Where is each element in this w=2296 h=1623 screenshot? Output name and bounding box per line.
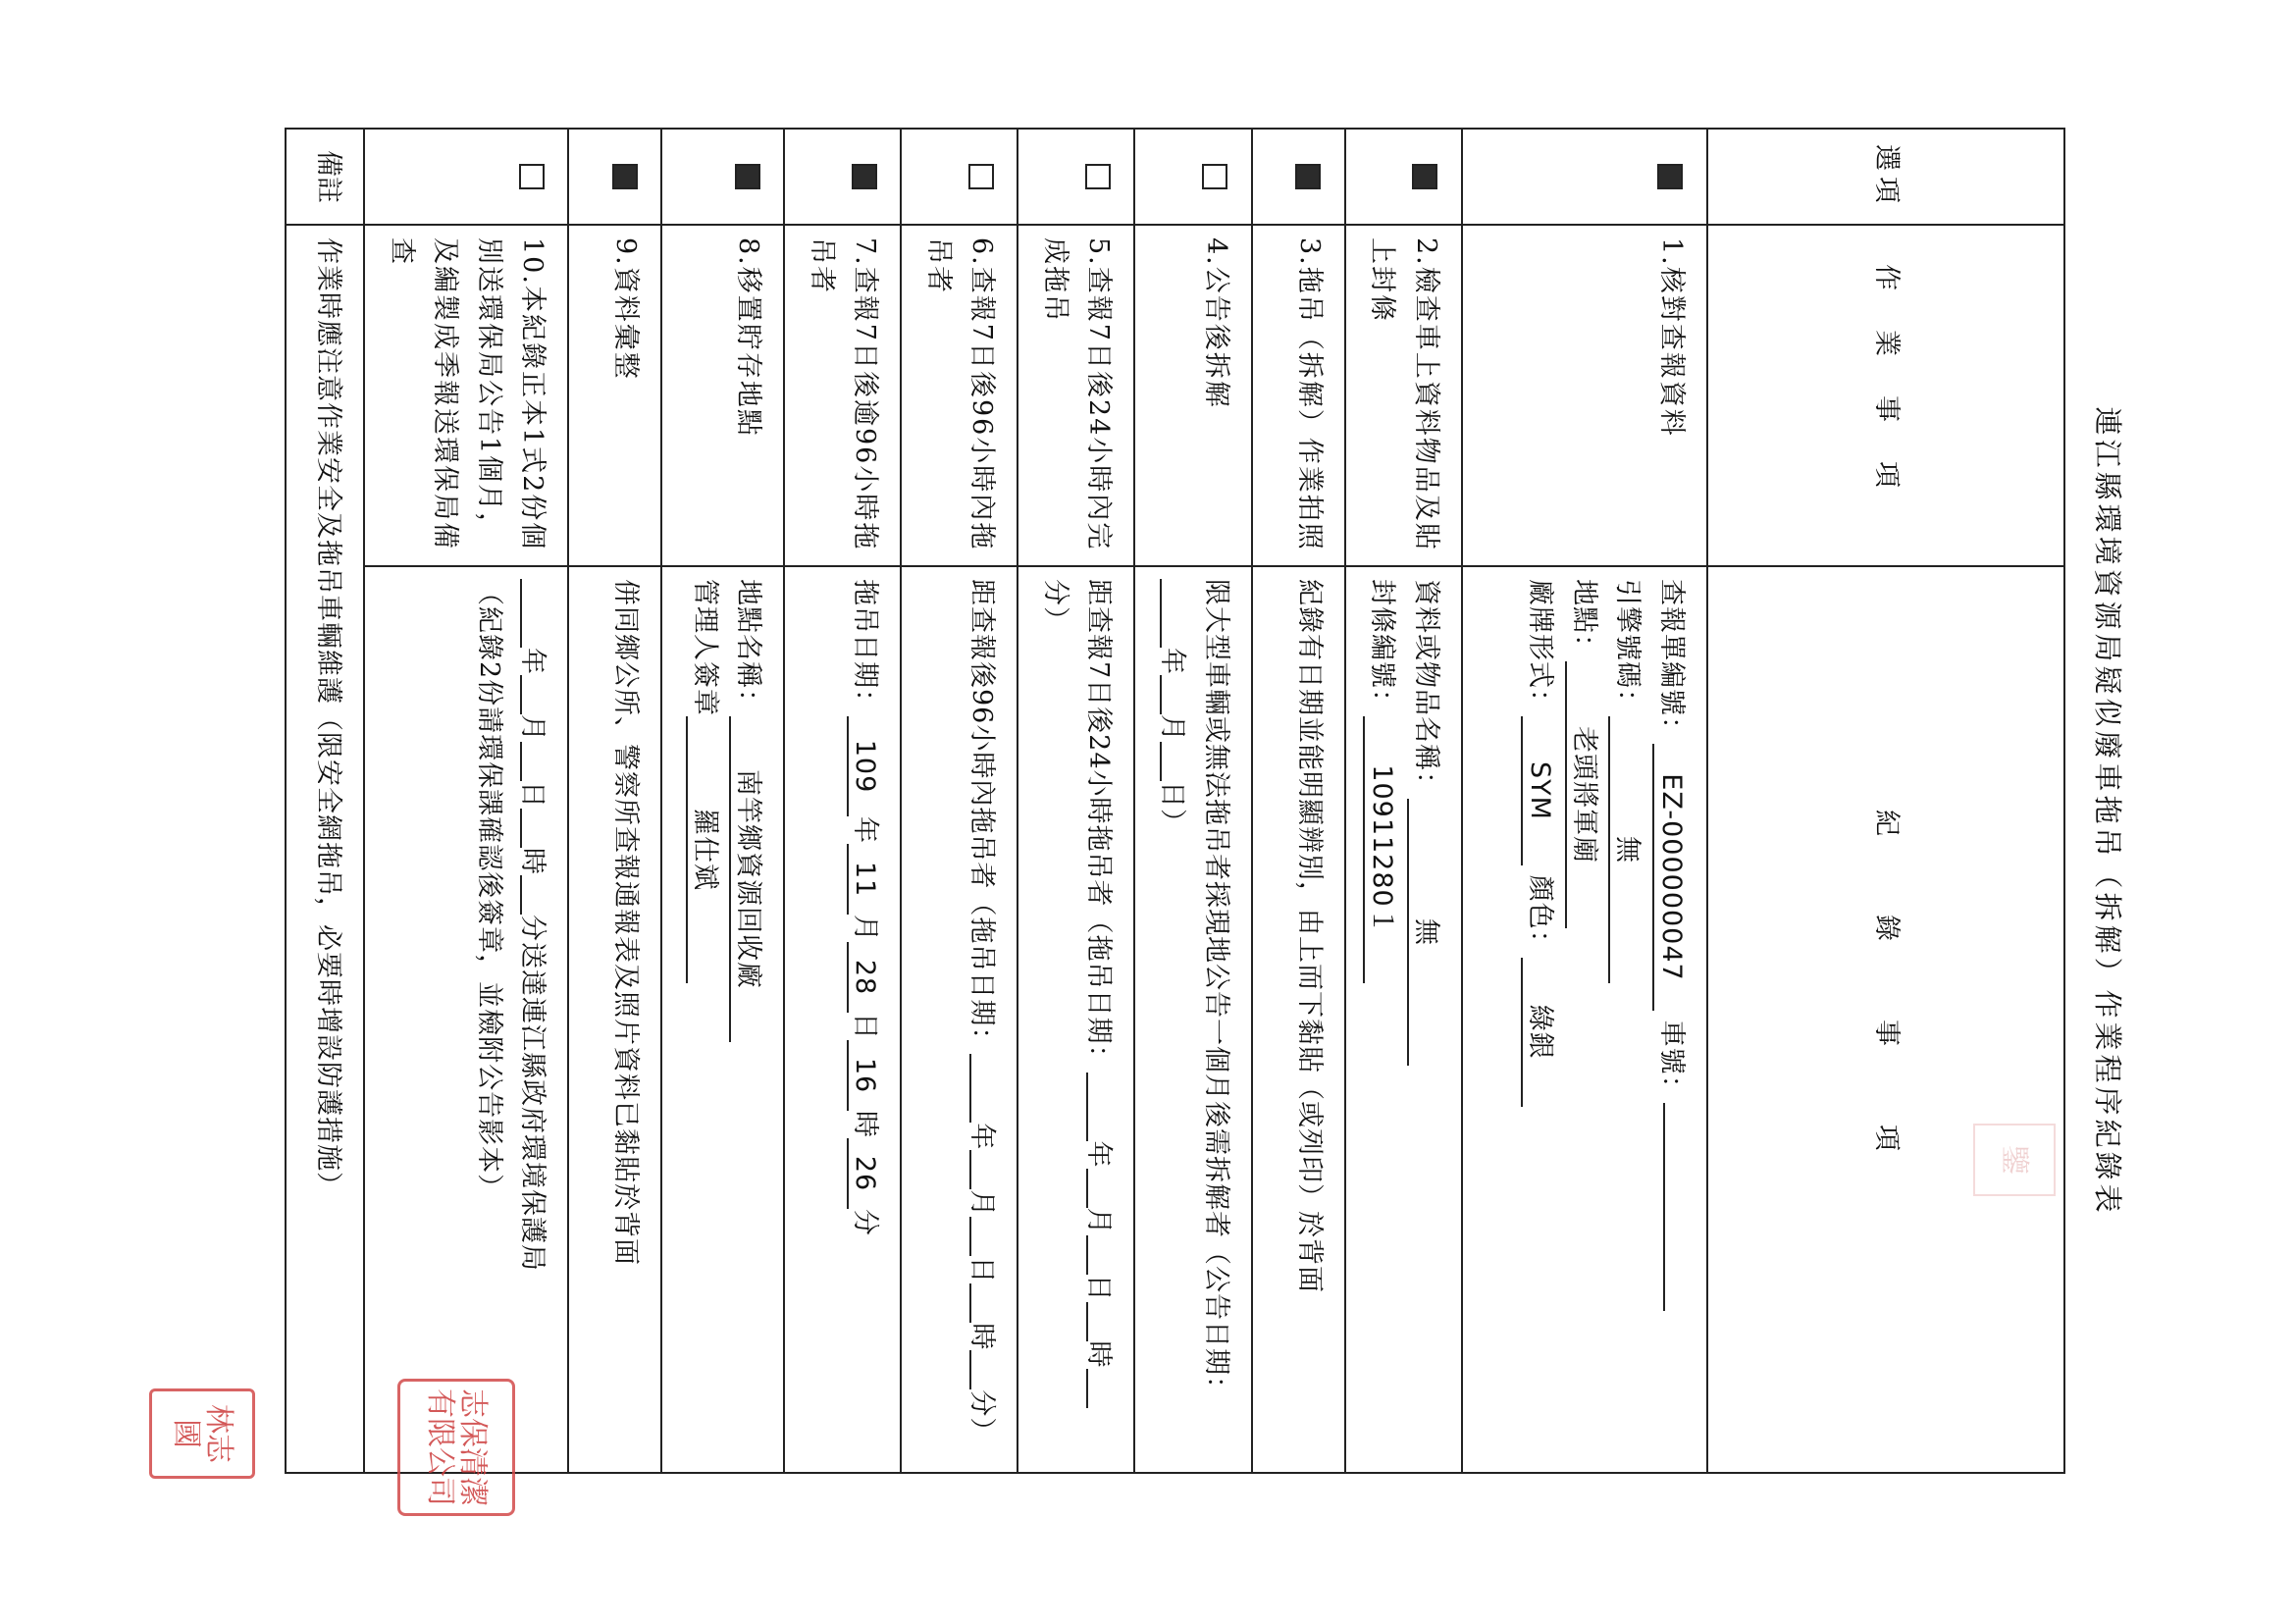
record-cell bbox=[784, 566, 901, 1473]
tow-day: 28 bbox=[847, 942, 882, 1013]
blank-field[interactable] bbox=[969, 1150, 995, 1189]
header-option: 選項 bbox=[1707, 129, 2064, 225]
tow-minute: 26 bbox=[847, 1138, 882, 1209]
record-text: 併同鄉公所、警察所查報通報表及照片資料已黏貼於背面 bbox=[568, 566, 661, 1473]
record-cell bbox=[364, 566, 568, 1473]
checkbox-2[interactable] bbox=[1412, 164, 1437, 189]
place-value: 南竿鄉資源回收廠 bbox=[729, 716, 764, 1042]
record-cell bbox=[1018, 566, 1134, 1473]
blank-field[interactable] bbox=[969, 1054, 995, 1123]
tow-month: 11 bbox=[847, 844, 882, 915]
record-text: 分送達連江縣政府環境保護局 bbox=[517, 915, 548, 1272]
unit-month: 月 bbox=[966, 1189, 998, 1218]
blank-field[interactable] bbox=[969, 1217, 995, 1256]
table-row bbox=[1462, 129, 1707, 1473]
task-label: 2.檢查車上資料物品及貼上封條 bbox=[1345, 225, 1462, 566]
task-label: 6.查報7日後96小時內拖吊者 bbox=[901, 225, 1018, 566]
record-cell bbox=[661, 566, 784, 1473]
report-no-label: 查報單編號： bbox=[1655, 579, 1687, 744]
unit-hour: 時 bbox=[850, 1111, 881, 1138]
blank-field[interactable] bbox=[1086, 1073, 1112, 1141]
checkbox-7[interactable] bbox=[852, 164, 877, 189]
blank-field[interactable] bbox=[1160, 675, 1185, 714]
brand-value: SYM bbox=[1521, 716, 1556, 865]
checkbox-8[interactable] bbox=[735, 164, 760, 189]
table-row bbox=[1252, 129, 1345, 1473]
task-label: 10.本紀錄正本1式2份個別送環保局公告1個月，及編製成季報送環保局備查 bbox=[364, 225, 568, 566]
blank-field[interactable] bbox=[520, 579, 546, 648]
task-label: 5.查報7日後24小時內完成拖吊 bbox=[1018, 225, 1134, 566]
unit-year: 年 bbox=[1157, 648, 1188, 675]
seal-label: 封條編號： bbox=[1367, 579, 1398, 716]
record-cell bbox=[901, 566, 1018, 1473]
note-label: 備註 bbox=[286, 129, 364, 225]
unit-hour: 時 bbox=[966, 1323, 998, 1351]
unit-month: 月 bbox=[850, 915, 881, 942]
unit-month: 月 bbox=[1157, 714, 1188, 742]
record-text: 拖吊日期： bbox=[850, 579, 881, 716]
note-row bbox=[286, 129, 364, 1473]
unit-hour: 時 bbox=[517, 848, 548, 875]
checkbox-10[interactable] bbox=[519, 164, 545, 189]
seal-value: 10911280１ bbox=[1363, 716, 1398, 983]
checkbox-1[interactable] bbox=[1657, 164, 1683, 189]
faint-seal: 鑒 bbox=[1973, 1124, 2056, 1196]
tow-hour: 16 bbox=[847, 1040, 882, 1111]
note-text: 作業時應注意作業安全及拖吊車輛維護（限安全網拖吊，必要時增設防護措施） bbox=[286, 225, 364, 1473]
location-label: 地點： bbox=[1568, 579, 1599, 661]
checkbox-4[interactable] bbox=[1202, 164, 1227, 189]
table-row bbox=[901, 129, 1018, 1473]
blank-field[interactable] bbox=[1086, 1369, 1112, 1408]
unit-minute: 分） bbox=[1039, 579, 1070, 634]
company-seal: 志保清潔有限公司 bbox=[397, 1379, 515, 1516]
tow-year: 109 bbox=[847, 716, 882, 816]
unit-day: 日） bbox=[1157, 781, 1188, 836]
blank-field[interactable] bbox=[520, 675, 546, 714]
unit-year: 年 bbox=[966, 1123, 998, 1151]
blank-field[interactable] bbox=[520, 875, 546, 915]
checkbox-3[interactable] bbox=[1295, 164, 1321, 189]
blank-field[interactable] bbox=[1086, 1302, 1112, 1341]
table-row bbox=[364, 129, 568, 1473]
color-label: 顏色： bbox=[1525, 874, 1556, 958]
record-table bbox=[285, 128, 2065, 1474]
unit-year: 年 bbox=[850, 816, 881, 844]
unit-month: 月 bbox=[517, 714, 548, 742]
record-cell bbox=[1134, 566, 1251, 1473]
table-row bbox=[1345, 129, 1462, 1473]
table-row bbox=[661, 129, 784, 1473]
unit-minute: 分） bbox=[966, 1389, 998, 1445]
engine-value: 無 bbox=[1608, 716, 1644, 983]
table-row bbox=[1134, 129, 1251, 1473]
items-value: 無 bbox=[1407, 799, 1442, 1066]
unit-minute: 分 bbox=[850, 1209, 881, 1236]
unit-day: 日 bbox=[966, 1256, 998, 1284]
plate-label: 車號： bbox=[1655, 1020, 1687, 1103]
plate-value bbox=[1663, 1103, 1665, 1311]
blank-field[interactable] bbox=[969, 1350, 995, 1389]
task-label: 9.資料彙整 bbox=[568, 225, 661, 566]
unit-day: 日 bbox=[850, 1013, 881, 1040]
blank-field[interactable] bbox=[1160, 579, 1185, 648]
header-record: 紀錄事項 bbox=[1707, 566, 2064, 1473]
engine-label: 引擎號碼： bbox=[1612, 579, 1644, 716]
sign-label: 管理人簽章 bbox=[689, 579, 720, 716]
task-label: 1.核對查報資料 bbox=[1462, 225, 1707, 566]
table-row bbox=[1018, 129, 1134, 1473]
place-label: 地點名稱： bbox=[733, 579, 764, 716]
unit-month: 月 bbox=[1083, 1207, 1115, 1235]
brand-label: 廠牌形式： bbox=[1525, 579, 1556, 716]
blank-field[interactable] bbox=[1086, 1169, 1112, 1208]
unit-day: 日 bbox=[517, 781, 548, 809]
blank-field[interactable] bbox=[1086, 1235, 1112, 1275]
unit-year: 年 bbox=[1083, 1140, 1115, 1169]
unit-hour: 時 bbox=[1083, 1340, 1115, 1369]
blank-field[interactable] bbox=[969, 1283, 995, 1323]
form-title: 連江縣環境資源局疑似廢車拖吊（拆解）作業程序紀錄表 bbox=[2091, 406, 2124, 1217]
record-text: 距查報7日後24小時拖吊者（拖吊日期： bbox=[1083, 579, 1115, 1073]
blank-field[interactable] bbox=[520, 809, 546, 848]
record-text: 距查報後96小時內拖吊者（拖吊日期： bbox=[966, 579, 998, 1055]
task-label: 3.拖吊（拆解）作業拍照 bbox=[1252, 225, 1345, 566]
unit-day: 日 bbox=[1083, 1274, 1115, 1302]
header-row bbox=[1707, 129, 2064, 1473]
task-label: 8.移置貯存地點 bbox=[661, 225, 784, 566]
sign-value: 羅仕斌 bbox=[686, 716, 721, 983]
items-label: 資料或物品名稱： bbox=[1410, 579, 1441, 799]
report-no-value: EZ-000000047 bbox=[1652, 744, 1688, 1011]
record-cell bbox=[1345, 566, 1462, 1473]
blank-field[interactable] bbox=[520, 742, 546, 781]
checkbox-5[interactable] bbox=[1085, 164, 1111, 189]
table-row bbox=[568, 129, 661, 1473]
personal-seal: 林志國 bbox=[149, 1388, 255, 1479]
task-label: 4.公告後拆解 bbox=[1134, 225, 1251, 566]
header-task: 作業事項 bbox=[1707, 225, 2064, 566]
blank-field[interactable] bbox=[1160, 742, 1185, 781]
record-text: 限大型車輛或無法拖吊者採現地公告一個月後需拆解者（公告日期： bbox=[1200, 579, 1231, 1403]
color-value: 綠銀 bbox=[1521, 958, 1556, 1107]
task-label: 7.查報7日後逾96小時拖吊者 bbox=[784, 225, 901, 566]
record-cell bbox=[1462, 566, 1707, 1473]
record-note: （紀錄2份請環保課確認後簽章，並檢附公告影本） bbox=[473, 579, 504, 1202]
unit-year: 年 bbox=[517, 648, 548, 675]
record-text: 紀錄有日期並能明顯辨別，由上而下黏貼（或列印）於背面 bbox=[1252, 566, 1345, 1473]
checkbox-9[interactable] bbox=[612, 164, 638, 189]
location-value: 老頭將軍廟 bbox=[1565, 661, 1600, 928]
table-row bbox=[784, 129, 901, 1473]
checkbox-6[interactable] bbox=[968, 164, 994, 189]
